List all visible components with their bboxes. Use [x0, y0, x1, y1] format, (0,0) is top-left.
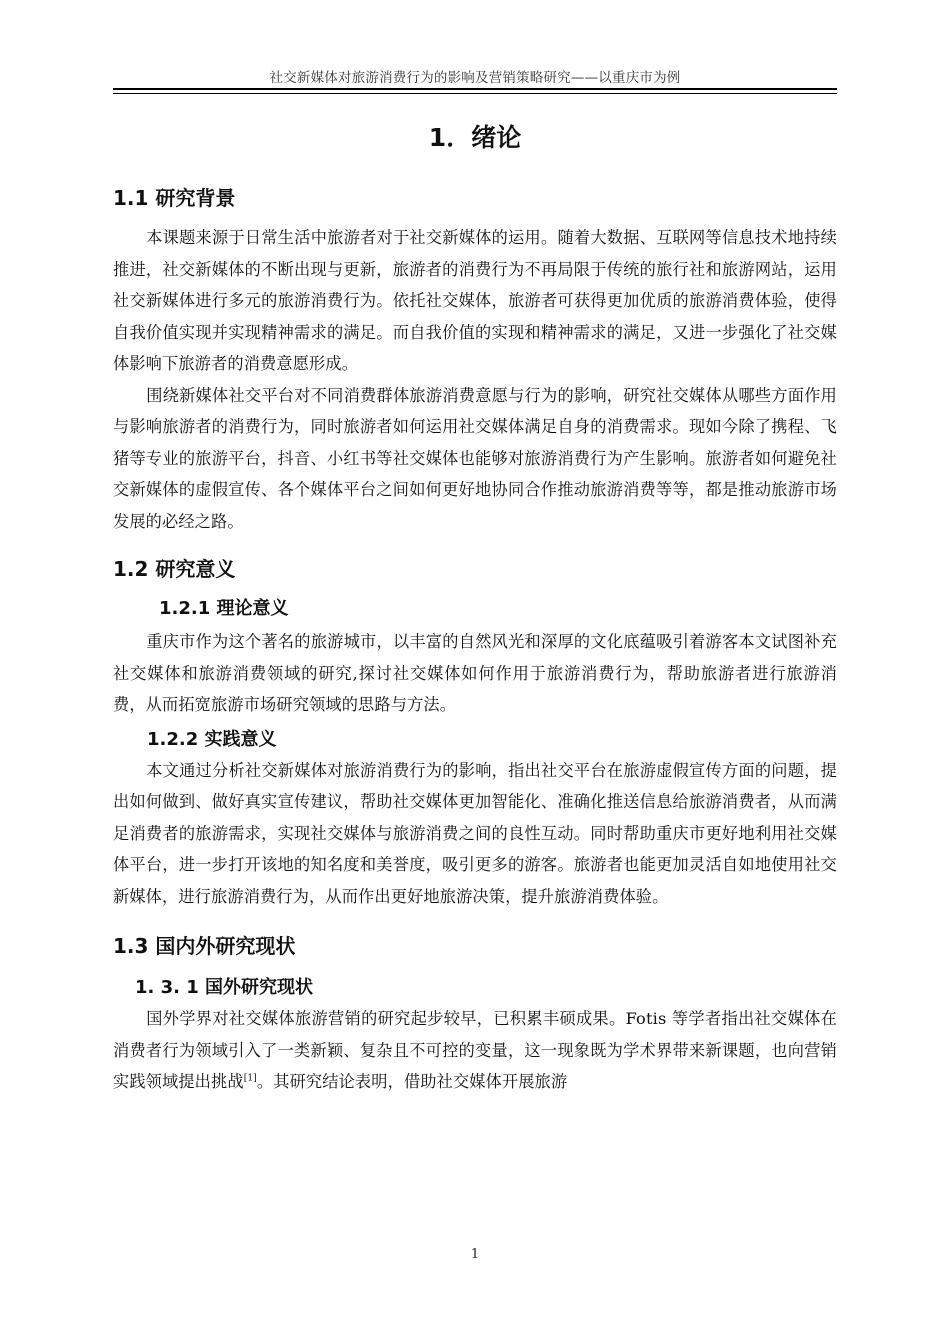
paragraph-1-3-1 — [113, 1003, 837, 1098]
citation-marker[interactable]: [1] — [243, 1073, 257, 1084]
chapter-title: 1．绪论 — [428, 123, 522, 152]
paragraph-text-before-citation: 国外学界对社交媒体旅游营销的研究起步较早，已积累丰硕成果。Fotis 等学者指出社交媒体在消费者行为领域引入了一类新颖、复杂且不可控的变量，这一现象既为学术界带来新课题，也向营销实践领域提出挑战 — [113, 1009, 837, 1091]
paragraph-text-after-citation: 。其研究结论表明，借助社交媒体开展旅游 — [256, 1072, 568, 1091]
subsection-heading-1-2-2: 1.2.2 实践意义 — [147, 728, 277, 750]
section-heading-1-2: 1.2 研究意义 — [113, 557, 236, 581]
page-content — [113, 116, 837, 1098]
paragraph-1-2-2: 本文通过分析社交新媒体对旅游消费行为的影响，指出社交平台在旅游虚假宣传方面的问题，提出如何做到、做好真实宣传建议，帮助社交媒体更加智能化、准确化推送信息给旅游消费者，从而满足消费者的旅游需求，实现社交媒体与旅游消费之间的良性互动。同时帮助重庆市更好地利用社交媒体平台，进一步打开该地的知名度和美誉度，吸引更多的游客。旅游者也能更加灵活自如地使用社交新媒体，进行旅游消费行为，从而作出更好地旅游决策，提升旅游消费体验。 — [113, 760, 837, 906]
section-heading-1-3: 1.3 国内外研究现状 — [113, 934, 296, 958]
header-rule-thin — [113, 93, 837, 94]
running-header: 社交新媒体对旅游消费行为的影响及营销策略研究——以重庆市为例 — [269, 70, 681, 86]
paragraph-1-1-b: 围绕新媒体社交平台对不同消费群体旅游消费意愿与行为的影响，研究社交媒体从哪些方面作用与影响旅游者的消费行为，同时旅游者如何运用社交媒体满足自身的消费需求。现如今除了携程、飞猪等专业的旅游平台，抖音、小红书等社交媒体也能够对旅游消费行为产生影响。旅游者如何避免社交新媒体的虚假宣传、各个媒体平台之间如何更好地协同合作推动旅游消费等等，都是推动旅游市场发展的必经之路。 — [113, 385, 837, 531]
subsection-heading-1-3-1: 1. 3. 1 国外研究现状 — [135, 977, 314, 998]
header-rule-thick — [113, 88, 837, 90]
section-heading-1-1: 1.1 研究背景 — [113, 186, 236, 210]
subsection-heading-1-2-1: 1.2.1 理论意义 — [159, 598, 289, 619]
paragraph-1-2-1: 重庆市作为这个著名的旅游城市，以丰富的自然风光和深厚的文化底蕴吸引着游客本文试图补充社交媒体和旅游消费领域的研究,探讨社交媒体如何作用于旅游消费行为，帮助旅游者进行旅游消费，从而拓宽旅游市场研究领域的思路与方法。 — [113, 632, 837, 714]
paragraph-1-1-a: 本课题来源于日常生活中旅游者对于社交新媒体的运用。随着大数据、互联网等信息技术地持续推进，社交新媒体的不断出现与更新，旅游者的消费行为不再局限于传统的旅行社和旅游网站，运用社交新媒体进行多元的旅游消费行为。依托社交媒体，旅游者可获得更加优质的旅游消费体验，使得自我价值实现并实现精神需求的满足。而自我价值的实现和精神需求的满足，又进一步强化了社交媒体影响下旅游者的消费意愿形成。 — [113, 228, 837, 373]
page-number: 1 — [470, 1247, 480, 1262]
